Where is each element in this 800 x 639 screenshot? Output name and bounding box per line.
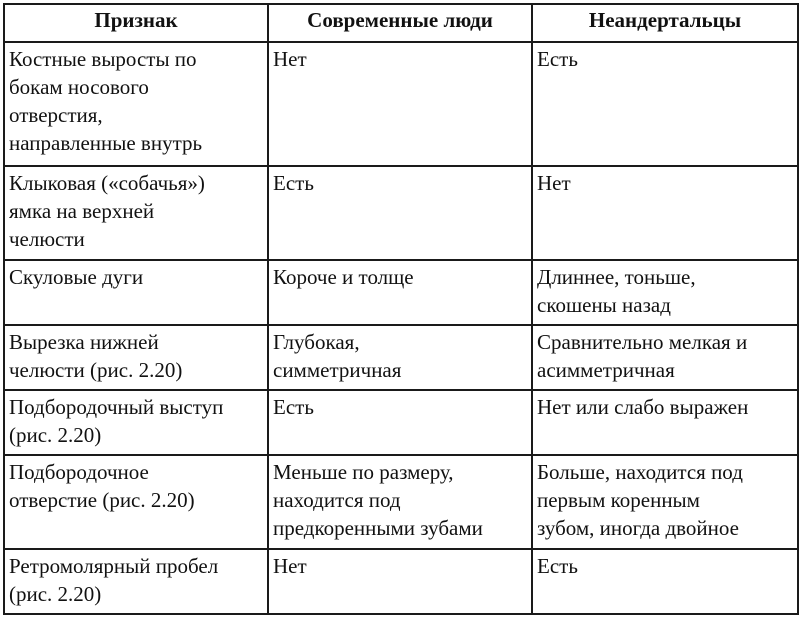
modern-cell: Нет	[268, 549, 532, 614]
modern-cell: Есть	[268, 390, 532, 455]
modern-cell: Меньше по размеру, находится под предкоренными зубами	[268, 455, 532, 549]
neanderthal-cell: Есть	[532, 549, 798, 614]
neanderthal-cell: Нет или слабо выражен	[532, 390, 798, 455]
trait-cell: Костные выросты по бокам носового отверстия, направленные внутрь	[4, 42, 268, 166]
neanderthal-cell: Сравнительно мелкая и асимметричная	[532, 325, 798, 390]
trait-cell: Ретромолярный пробел (рис. 2.20)	[4, 549, 268, 614]
table-row	[4, 455, 798, 549]
trait-cell: Подбородочное отверстие (рис. 2.20)	[4, 455, 268, 549]
modern-cell: Нет	[268, 42, 532, 166]
modern-cell: Глубокая, симметричная	[268, 325, 532, 390]
table-row	[4, 260, 798, 325]
modern-cell: Короче и толще	[268, 260, 532, 325]
table-row	[4, 549, 798, 614]
table-row	[4, 390, 798, 455]
modern-cell: Есть	[268, 166, 532, 260]
header-neanderthals: Неандертальцы	[532, 4, 798, 42]
trait-cell: Вырезка нижней челюсти (рис. 2.20)	[4, 325, 268, 390]
trait-cell: Клыковая («собачья») ямка на верхней челюсти	[4, 166, 268, 260]
header-modern-humans: Современные люди	[268, 4, 532, 42]
neanderthal-cell: Больше, находится под первым коренным зубом, иногда двойное	[532, 455, 798, 549]
comparison-table	[3, 3, 799, 615]
neanderthal-cell: Есть	[532, 42, 798, 166]
header-row	[4, 4, 798, 42]
neanderthal-cell: Длиннее, тоньше, скошены назад	[532, 260, 798, 325]
neanderthal-cell: Нет	[532, 166, 798, 260]
trait-cell: Подбородочный выступ (рис. 2.20)	[4, 390, 268, 455]
table-row	[4, 325, 798, 390]
table-row	[4, 42, 798, 166]
header-trait: Признак	[4, 4, 268, 42]
table-row	[4, 166, 798, 260]
trait-cell: Скуловые дуги	[4, 260, 268, 325]
